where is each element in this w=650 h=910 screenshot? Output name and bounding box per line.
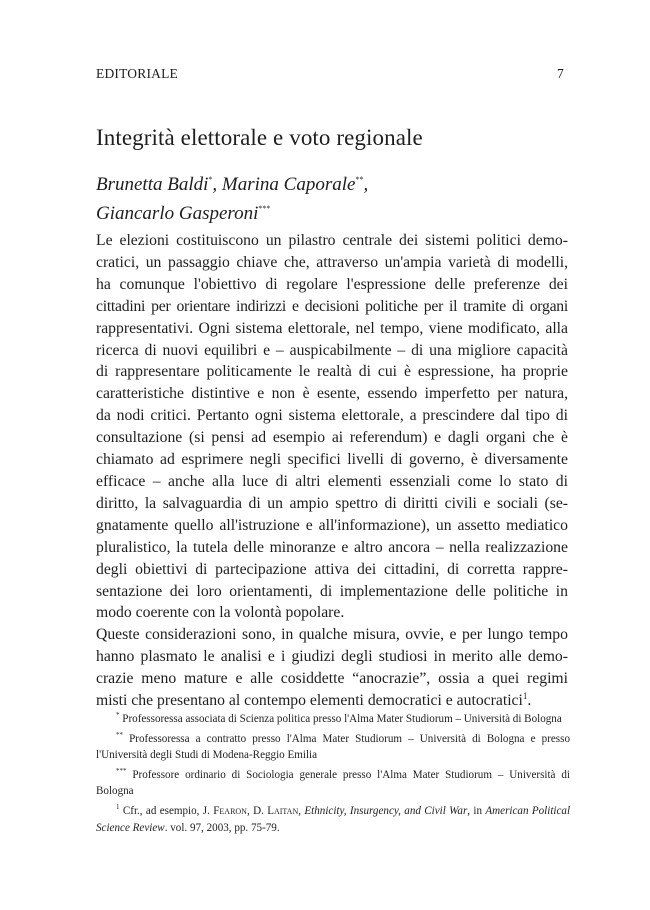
author-name: Giancarlo Gasperoni — [96, 203, 259, 224]
footnote-author: Fearon — [213, 804, 247, 817]
text-line: degli obiettivi di partecipazione attiva dei cittadini, di corretta rappre- — [96, 560, 568, 578]
text-line: modo coerente con la volontà popolare. — [96, 604, 345, 622]
text-line-content: misti che presentano al contempo elementi democratici e autocratici — [96, 692, 523, 710]
text-line: sentazione dei loro orientamenti, di implementazione delle politiche in — [96, 582, 568, 600]
author-separator: , — [363, 174, 369, 195]
body-paragraph — [96, 230, 568, 624]
text-line: chiamato ad esprimere negli specifici livelli di governo, è diversamente — [96, 451, 568, 469]
text-line: ricerca di nuovi equilibri e – auspicabilmente – di una migliore capacità — [96, 341, 568, 359]
footnote — [96, 803, 570, 836]
footnote-text: , — [298, 804, 305, 817]
footnote-text: , in — [467, 804, 486, 817]
footnote-author: Laitan — [267, 804, 299, 817]
text-line: cittadini per orientare indirizzi e decisioni politiche per il tramite di organi — [96, 297, 568, 315]
footnote-reference[interactable]: 1 — [522, 691, 528, 702]
footnote-mark: ** — [116, 730, 123, 739]
text-line: da nodi critici. Pertanto ogni sistema elettorale, a prescindere dal tipo di — [96, 407, 568, 425]
footnote-article-title: Ethnicity, Insurgency, and Civil War — [304, 804, 468, 817]
text-line: pluralistico, la tutela delle minoranze e altro ancora – nella realizzazione — [96, 538, 568, 556]
text-line: crazie meno mature e alle cosiddette “anocrazie”, ossia a quei regimi — [96, 670, 568, 688]
text-line: cratici, un passaggio chiave che, attraverso un'ampia varietà di modelli, — [96, 253, 568, 271]
footnote-mark: 1 — [116, 802, 120, 811]
text-line: Le elezioni costituiscono un pilastro centrale dei sistemi politici demo- — [96, 232, 568, 249]
footnote-journal-title: American Political Science Review — [96, 804, 571, 834]
author-list — [96, 168, 566, 226]
footnote-text: Professoressa associata di Scienza politica presso l'Alma Mater Studiorum – Università di Bologna — [122, 713, 562, 725]
text-line: di rappresentare politicamente le realtà di cui è espressione, ha proprie — [96, 363, 568, 381]
author-affiliation-mark: ** — [355, 175, 364, 184]
author-affiliation-mark: * — [208, 175, 213, 184]
footnote-text: . vol. 97, 2003, pp. 75-79. — [164, 821, 280, 834]
footnote — [96, 731, 570, 764]
article-title: Integrità elettorale e voto regionale — [96, 125, 423, 150]
text-line: efficace – anche alla luce di altri elementi essenziali come lo stato di — [96, 472, 568, 490]
body-paragraph — [96, 624, 568, 712]
author-separator: , — [212, 174, 218, 195]
footnote-text: Professore ordinario di Sociologia generale presso l'Alma Mater Studiorum – Università di Bologna — [96, 768, 570, 798]
text-line: caratteristiche distintive e non è esente, essendo imperfetto per natura, — [96, 385, 568, 403]
text-line: consultazione (si pensi ad esempio ai referendum) e dagli organi che è — [96, 429, 568, 447]
author-affiliation-mark: *** — [258, 204, 271, 213]
text-line: rappresentativi. Ogni sistema elettorale, nel tempo, viene modificato, alla — [96, 319, 568, 337]
running-head — [96, 66, 564, 82]
footnote-mark: *** — [116, 766, 127, 775]
footnote-text: , D. — [246, 804, 268, 817]
footnote-text: Cfr., ad esempio, J. — [122, 804, 214, 817]
text-line: ha comunque l'obiettivo di regolare l'espressione delle preferenze dei — [96, 275, 568, 293]
text-line: gnatamente quello all'istruzione e all'informazione), un assetto mediatico — [96, 516, 568, 534]
footnote — [96, 711, 570, 728]
article-body — [96, 230, 568, 712]
footnotes — [96, 711, 570, 839]
author-name: Brunetta Baldi — [96, 174, 209, 195]
text-line: misti che presentano al contempo elementi democratici e autocratici$^1$. — [96, 691, 532, 710]
text-line: diritto, la salvaguardia di un ampio spettro di diritti civili e sociali (se- — [96, 494, 568, 512]
page-number: 7 — [557, 66, 564, 81]
section-label: EDITORIALE — [96, 66, 178, 81]
footnote — [96, 767, 570, 800]
text-line: Queste considerazioni sono, in qualche misura, ovvie, e per lungo tempo — [96, 626, 568, 644]
text-line: hanno plasmato le analisi e i giudizi degli studiosi in merito alle demo- — [96, 648, 568, 666]
footnote-text: Professoressa a contratto presso l'Alma Mater Studiorum – Università di Bologna e presso l'Università degli Studi di Modena-Reggio Emilia — [96, 732, 570, 762]
author-name: Marina Caporale — [221, 174, 356, 195]
footnote-mark: * — [116, 711, 120, 719]
